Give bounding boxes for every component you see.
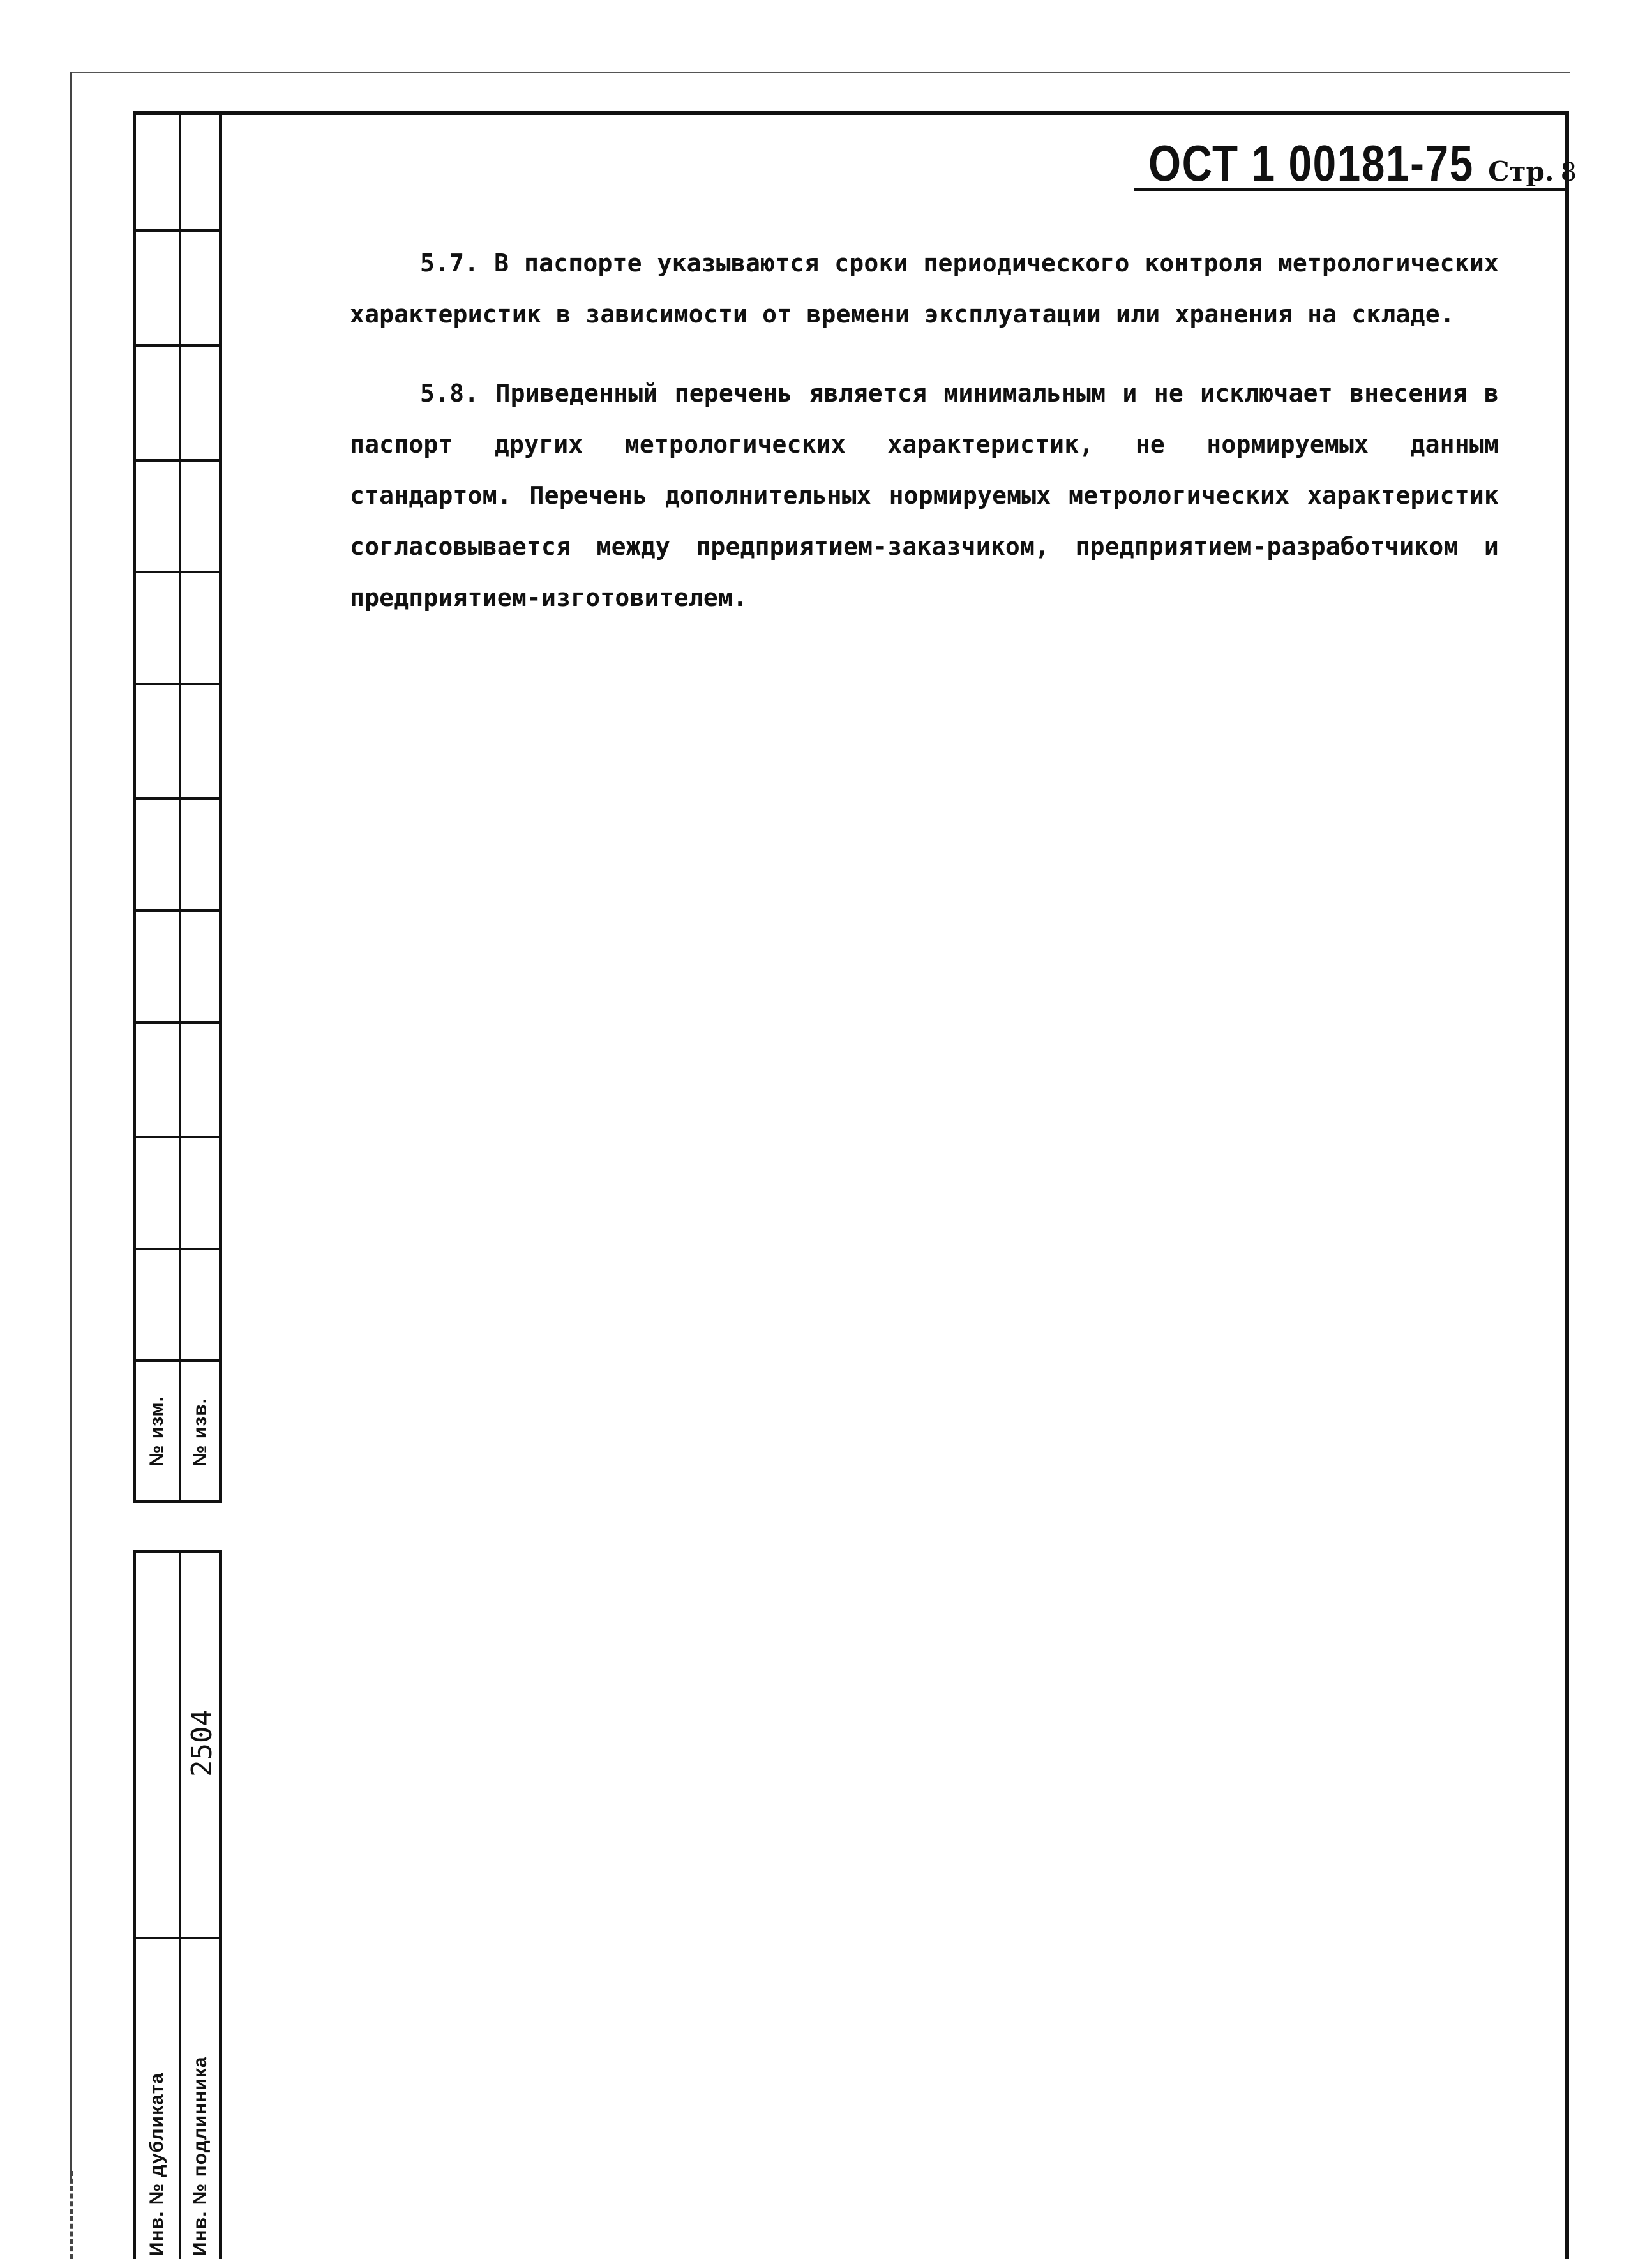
stamp-row-line (136, 229, 219, 232)
stamp-row-line (136, 1136, 219, 1138)
outer-frame-left-dashed (70, 2171, 73, 2259)
frame-right-border (1565, 111, 1569, 2259)
page-indicator (1488, 156, 1577, 187)
stamp-row-line (136, 459, 219, 462)
stamp-row-line (136, 1937, 219, 1939)
stamp-row-line (136, 344, 219, 347)
original-inventory-label: Инв. № подлинника (190, 2056, 211, 2256)
stamp-divider (179, 1553, 181, 2259)
duplicate-inventory-label: Инв. № дубликата (146, 2072, 167, 2256)
stamp-row-line (136, 1021, 219, 1024)
change-number-label: № изм. (146, 1396, 167, 1467)
paragraph-5-7: 5.7. В паспорте указываются сроки периодического контроля метрологических характеристик в зависимости от времени эксплуатации или хранения на складе. (350, 249, 1499, 328)
stamp-row-line (136, 571, 219, 573)
page-number: 8 (1560, 158, 1577, 187)
stamp-divider (179, 114, 181, 1500)
paragraph-5-8: 5.8. Приведенный перечень является минимальным и не исключает внесения в паспорт других метрологических характеристик, не нормируемых данным стандартом. Перечень дополнительных нормируемых метрологических характеристик согласовывается между предприятием-заказчиком, предприятием-разработчиком и предприятием-изготовителем. (350, 379, 1499, 612)
outer-frame-left (70, 72, 72, 2179)
notice-number-label: № изв. (190, 1398, 211, 1467)
revision-stamp-table (133, 111, 222, 1503)
document-code: ОСТ 1 00181-75 (1148, 135, 1475, 192)
original-inventory-number: 2504 (186, 1709, 218, 1777)
outer-frame-top (70, 72, 1570, 73)
frame-top-border (133, 111, 1569, 115)
document-body (350, 238, 1499, 651)
stamp-row-line (136, 909, 219, 912)
inventory-stamp-table (133, 1550, 222, 2259)
page-label: Стр. (1488, 156, 1554, 187)
header-underline (1134, 188, 1568, 191)
page-header (1077, 134, 1577, 193)
stamp-row-line (136, 683, 219, 685)
stamp-row-line (136, 797, 219, 800)
stamp-row-line (136, 1359, 219, 1362)
stamp-row-line (136, 1248, 219, 1250)
